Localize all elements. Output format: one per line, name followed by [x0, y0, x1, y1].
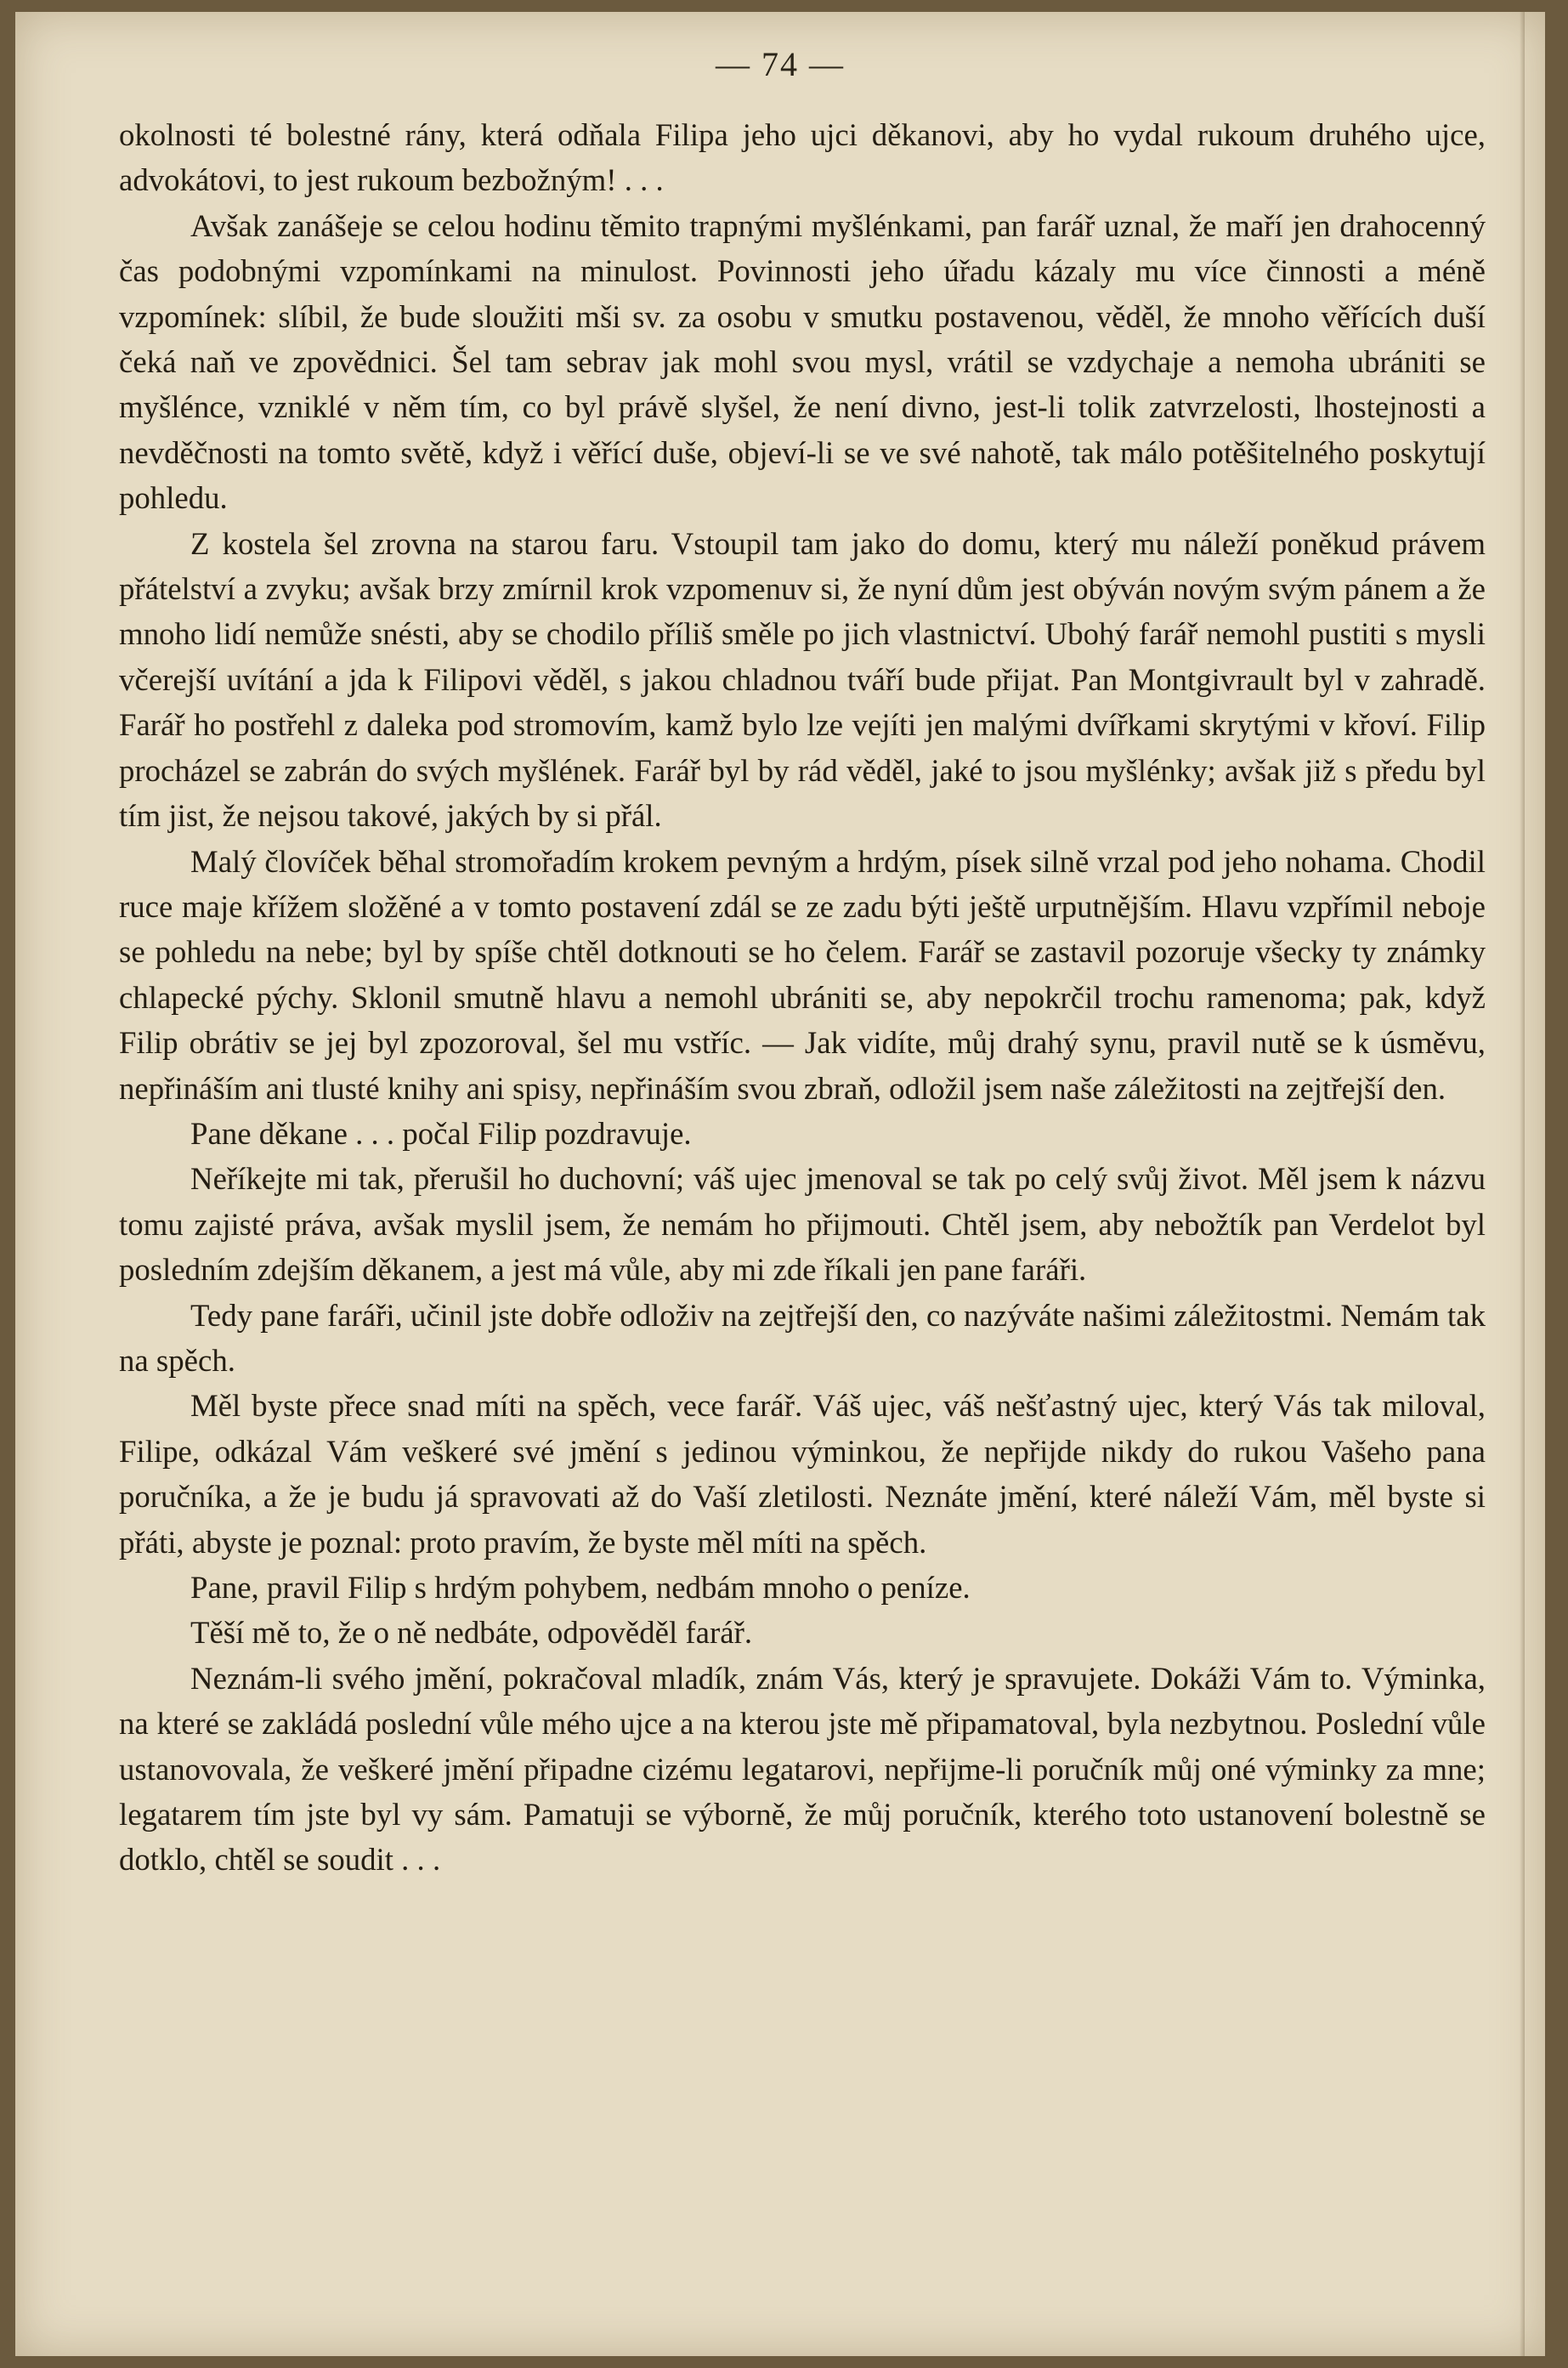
paragraph: Z kostela šel zrovna na starou faru. Vstoupil tam jako do domu, který mu náleží poněkud právem přátelství a zvyku; avšak brzy zmírnil krok vzpomenuv si, že nyní dům jest obýván novým svým pánem a že mnoho lidí nemůže snésti, aby se chodilo příliš směle po jich vlastnictví. Ubohý farář nemohl pustiti s mysli včerejší uvítání a jda k Filipovi věděl, s jakou chladnou tváří bude přijat. Pan Montgivrault byl v zahradě. Farář ho postřehl z daleka pod stromovím, kamž bylo lze vejíti jen malými dvířkami skrytými v křoví. Filip procházel se zabrán do svých myšlének. Farář byl by rád věděl, jaké to jsou myšlénky; avšak již s předu byl tím jist, že nejsou takové, jakých by si přál. [119, 525, 1486, 834]
page-number: — 74 — [716, 45, 845, 83]
paragraph: Pane děkane . . . počal Filip pozdravuje. [190, 1115, 692, 1151]
paragraph: Tedy pane faráři, učinil jste dobře odloživ na zejtřejší den, co nazýváte našimi záležitostmi. Nemám tak na spěch. [119, 1297, 1486, 1378]
book-page [15, 12, 1545, 2356]
paragraph: Měl byste přece snad míti na spěch, vece farář. Váš ujec, váš nešťastný ujec, který Vás tak miloval, Filipe, odkázal Vám veškeré své jmění s jedinou výminkou, že nepřijde nikdy do rukou Vašeho pana poručníka, a že je budu já spravovati až do Vaší zletilosti. Neznáte jmění, které náleží Vám, měl byste si přáti, abyste je poznal: proto pravím, že byste měl míti na spěch. [119, 1388, 1486, 1560]
paragraph: Avšak zanášeje se celou hodinu těmito trapnými myšlénkami, pan farář uznal, že maří jen drahocenný čas podobnými vzpomínkami na minulost. Povinnosti jeho úřadu kázaly mu více činnosti a méně vzpomínek: slíbil, že bude sloužiti mši sv. za osobu v smutku postavenou, věděl, že mnoho věřících duší čeká naň ve zpovědnici. Šel tam sebrav jak mohl svou mysl, vrátil se vzdychaje a nemoha ubrániti se myšlénce, vzniklé v něm tím, co byl právě slyšel, že není divno, jest-li tolik zatvrzelosti, lhostejnosti a nevděčnosti na tomto světě, když i věřící duše, objeví-li se ve své nahotě, tak málo potěšitelného poskytují pohledu. [119, 207, 1486, 516]
paragraph: okolnosti té bolestné rány, která odňala Filipa jeho ujci děkanovi, aby ho vydal rukoum druhého ujce, advokátovi, to jest rukoum bezbožným! . . . [119, 117, 1486, 198]
paragraph: Neznám-li svého jmění, pokračoval mladík, znám Vás, který je spravujete. Dokáži Vám to. Výminka, na které se zakládá poslední vůle mého ujce a na kterou jste mě připamatoval, byla nezbytnou. Poslední vůle ustanovovala, že veškeré jmění připadne cizému legatarovi, nepřijme-li poručník můj oné výminky za mne; legatarem tím jste byl vy sám. Pamatuji se výborně, že můj poručník, kterého toto ustanovení bolestně se dotklo, chtěl se soudit . . . [119, 1660, 1486, 1878]
paragraph: Pane, pravil Filip s hrdým pohybem, nedbám mnoho o peníze. [190, 1570, 971, 1605]
body-text [119, 112, 1486, 1883]
paragraph: Těší mě to, že o ně nedbáte, odpověděl farář. [190, 1615, 753, 1651]
page-edge-shadow [1520, 12, 1525, 2356]
paragraph: Neříkejte mi tak, přerušil ho duchovní; váš ujec jmenoval se tak po celý svůj život. Měl jsem k názvu tomu zajisté práva, avšak myslil jsem, že nemám ho přijmouti. Chtěl jsem, aby nebožtík pan Verdelot byl posledním zdejším děkanem, a jest má vůle, aby mi zde říkali jen pane faráři. [119, 1161, 1486, 1288]
paragraph: Malý človíček běhal stromořadím krokem pevným a hrdým, písek silně vrzal pod jeho nohama. Chodil ruce maje křížem složěné a v tomto postavení zdál se ze zadu býti ještě urputnějším. Hlavu vzpřímil neboje se pohledu na nebe; byl by spíše chtěl dotknouti se ho čelem. Farář se zastavil pozoruje všecky ty známky chlapecké pýchy. Sklonil smutně hlavu a nemohl ubrániti se, aby nepokrčil trochu ramenoma; pak, když Filip obrátiv se jej byl zpozoroval, šel mu vstříc. — Jak vidíte, můj drahý synu, pravil nutě se k úsměvu, nepřináším ani tlusté knihy ani spisy, nepřináším svou zbraň, odložil jsem naše záležitosti na zejtřejší den. [119, 843, 1486, 1106]
